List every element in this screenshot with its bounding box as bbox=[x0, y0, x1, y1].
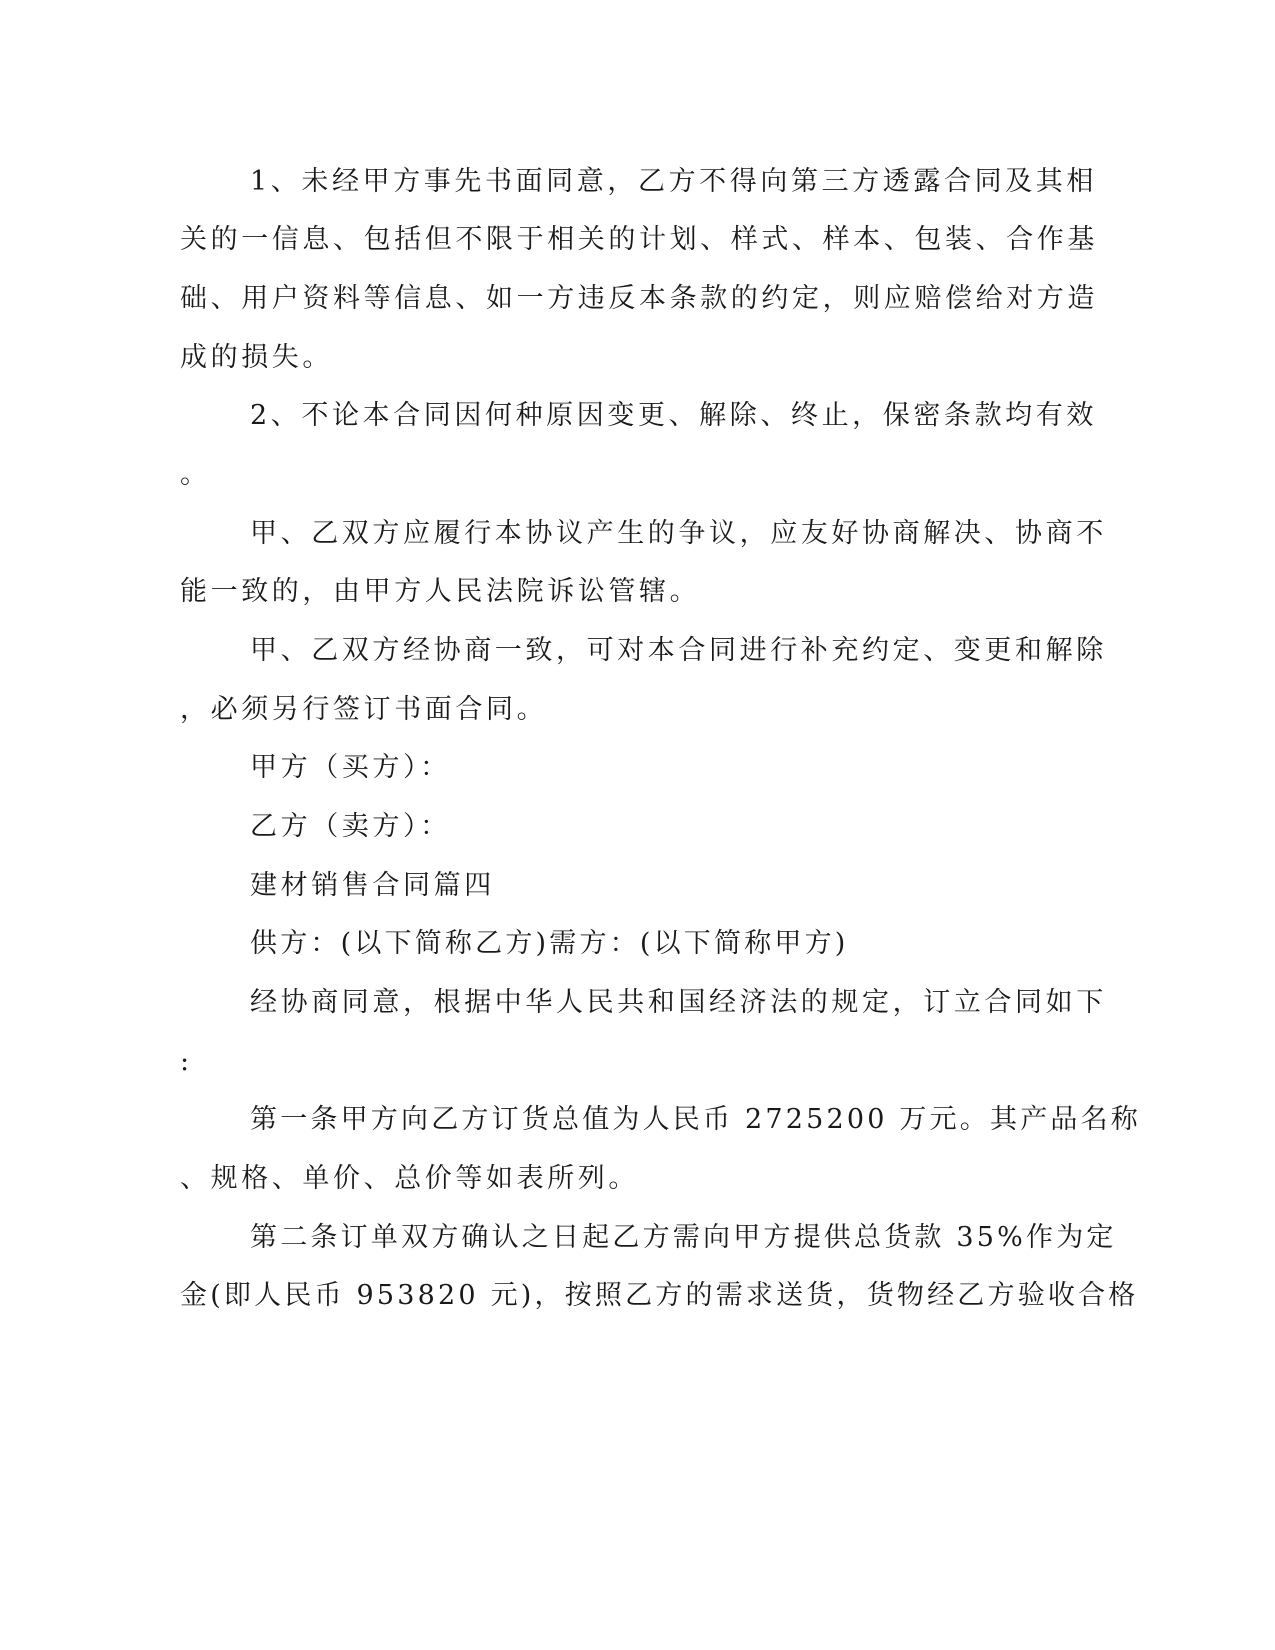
clause-1-line-4: 成的损失。 bbox=[180, 342, 333, 373]
amendment-line-1: 甲、乙双方经协商一致，可对本合同进行补充约定、变更和解除 bbox=[250, 635, 1107, 666]
article-1-line-2: 、规格、单价、总价等如表所列。 bbox=[180, 1163, 639, 1194]
parties-line: 供方：(以下简称乙方)需方：(以下简称甲方) bbox=[250, 928, 849, 959]
clause-2-line-2: 。 bbox=[180, 459, 211, 490]
party-a-signature-label: 甲方（买方）： bbox=[250, 752, 451, 783]
amendment-line-2: ，必须另行签订书面合同。 bbox=[180, 694, 548, 725]
preamble-line-2: : bbox=[180, 1046, 193, 1077]
article-2-line-1: 第二条订单双方确认之日起乙方需向甲方提供总货款 35%作为定 bbox=[250, 1222, 1117, 1253]
party-b-signature-label: 乙方（卖方）： bbox=[250, 811, 451, 842]
clause-1-line-2: 关的一信息、包括但不限于相关的计划、样式、样本、包装、合作基 bbox=[180, 224, 1098, 255]
dispute-line-1: 甲、乙双方应履行本协议产生的争议，应友好协商解决、协商不 bbox=[250, 518, 1107, 549]
article-1-line-1: 第一条甲方向乙方订货总值为人民币 2725200 万元。其产品名称 bbox=[250, 1104, 1142, 1135]
clause-2-line-1: 2、不论本合同因何种原因变更、解除、终止，保密条款均有效 bbox=[250, 400, 1097, 431]
dispute-line-2: 能一致的，由甲方人民法院诉讼管辖。 bbox=[180, 576, 701, 607]
clause-1-line-3: 础、用户资料等信息、如一方违反本条款的约定，则应赔偿给对方造 bbox=[180, 283, 1098, 314]
clause-1-line-1: 1、未经甲方事先书面同意，乙方不得向第三方透露合同及其相 bbox=[250, 166, 1097, 197]
preamble-line-1: 经协商同意，根据中华人民共和国经济法的规定，订立合同如下 bbox=[250, 987, 1107, 1018]
section-heading: 建材销售合同篇四 bbox=[250, 870, 495, 901]
article-2-line-2: 金(即人民币 953820 元)，按照乙方的需求送货，货物经乙方验收合格 bbox=[180, 1280, 1139, 1311]
